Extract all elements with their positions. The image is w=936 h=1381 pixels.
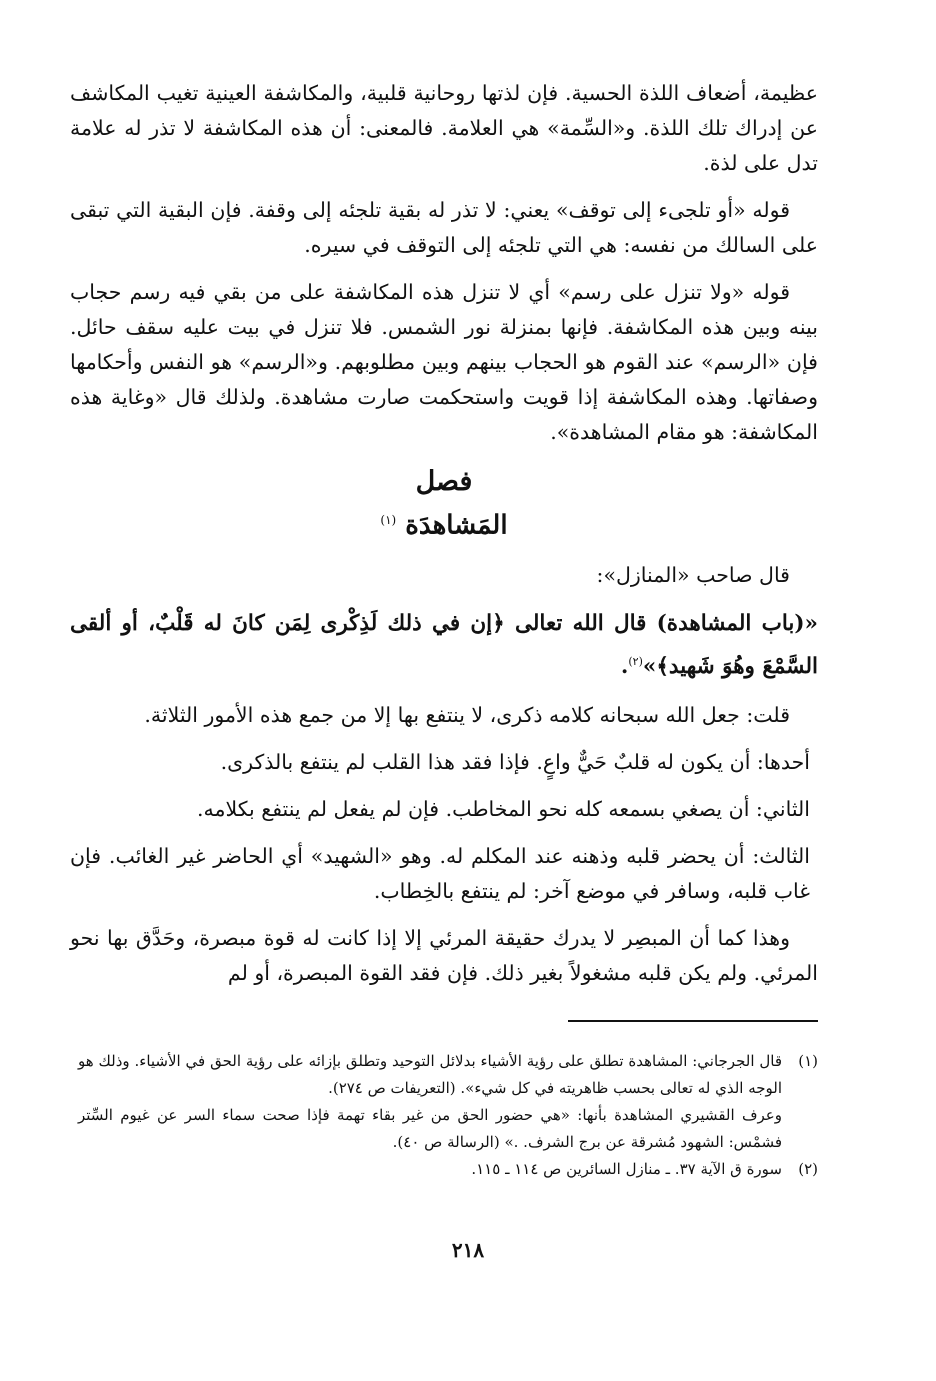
footnotes [78, 1048, 818, 1183]
footnote-line: قال الجرجاني: المشاهدة تطلق على رؤية الأشياء بدلائل التوحيد وتطلق بإزائه على رؤية الحق في الأشياء. وذلك هو الوجه الذي له تعالى بحسب ظاهريته في كل شيء». (التعريفات ص ٢٧٤). [78, 1052, 782, 1097]
section-title: فصل [415, 466, 473, 497]
quote-body: «(باب المشاهدة) قال الله تعالى ﴿إن في ذلك لَذِكْرى لِمَن كانَ له قَلْبٌ، أو ألقى السَّمْعَ وهُوَ شَهيد﴾» [70, 610, 818, 679]
section-subtitle-text: المَشاهدَة [405, 510, 508, 541]
page-number: ٢١٨ [451, 1238, 485, 1262]
footnote-number: (١) [798, 1052, 818, 1070]
footnote-ref-1: (١) [380, 513, 397, 527]
footnote-2 [78, 1156, 818, 1183]
footnote-line: سورة ق الآية ٣٧. ـ منازل السائرين ص ١١٤ ـ ١١٥. [471, 1160, 782, 1178]
footnote-text [78, 1156, 782, 1183]
quote-intro: قال صاحب «المنازل»: [596, 562, 790, 587]
section-subtitle [70, 502, 818, 544]
footnote-1 [78, 1048, 818, 1156]
footnote-divider [568, 1020, 818, 1022]
paragraph-qult: قلت: جعل الله سبحانه كلامه ذكرى، لا ينتفع بها إلا من جمع هذه الأمور الثلاثة. [144, 702, 790, 727]
quote-text [70, 605, 818, 686]
section-heading [70, 462, 818, 544]
paragraph-2: قوله «أو تلجىء إلى توقف» يعني: لا تذر له بقية تلجئه إلى وقفة. فإن البقية التي تبقى على السالك من نفسه: هي التي تلجئه إلى التوقف في سيره. [70, 198, 818, 257]
list-item-3: الثالث: أن يحضر قلبه وذهنه عند المكلم له. وهو «الشهيد» أي الحاضر غير الغائب. فإن غاب قلبه، وسافر في موضع آخر: لم ينتفع بالخِطاب. [70, 843, 810, 903]
paragraph-1: عظيمة، أضعاف اللذة الحسية. فإن لذتها روحانية قلبية، والمكاشفة العينية تغيب المكاشف عن إدراك تلك اللذة. و«السِّمة» هي العلامة. فالمعنى: أن هذه المكاشفة لا تذر له علامة تدل على لذة. [70, 81, 818, 175]
footnote-line: وعرف القشيري المشاهدة بأنها: «هي حضور الحق من غير بقاء تهمة فإذا صحت سماء السر عن غيوم السِّتر فشمْس: الشهود مُشرقة عن برج الشرف. .» (الرسالة ص ٤٠). [78, 1106, 782, 1151]
main-text [70, 76, 818, 1003]
quote-end: . [620, 653, 629, 679]
footnote-ref-2: (٢) [628, 654, 643, 668]
paragraph-3: قوله «ولا تنزل على رسم» أي لا تنزل هذه المكاشفة على من بقي فيه رسم حجاب بينه وبين هذه المكاشفة. فإنها بمنزلة نور الشمس. فلا تنزل في بيت عليه سقف حائل. فإن «الرسم» عند القوم هو الحجاب بينهم وبين مطلوبهم. و«الرسم» هو النفس وأحكامها وصفاتها. وهذه المكاشفة إذا قويت واستحكمت صارت مشاهدة. ولذلك قال «وغاية هذه المكاشفة: هو مقام المشاهدة». [70, 280, 818, 444]
footnote-number: (٢) [798, 1160, 818, 1178]
footnote-text [78, 1048, 782, 1156]
list-item-2: الثاني: أن يصغي بسمعه كله نحو المخاطب. فإن لم يفعل لم ينتفع بكلامه. [197, 796, 810, 821]
paragraph-last: وهذا كما أن المبصِر لا يدرك حقيقة المرئي إلا إذا كانت له قوة مبصرة، وحَدَّق بها نحو المرئي. ولم يكن قلبه مشغولاً بغير ذلك. فإن فقد القوة المبصرة، أو لم [70, 925, 818, 985]
list-item-1: أحدها: أن يكون له قلبٌ حَيٌّ واعٍ. فإذا فقد هذا القلب لم ينتفع بالذكرى. [220, 749, 810, 774]
